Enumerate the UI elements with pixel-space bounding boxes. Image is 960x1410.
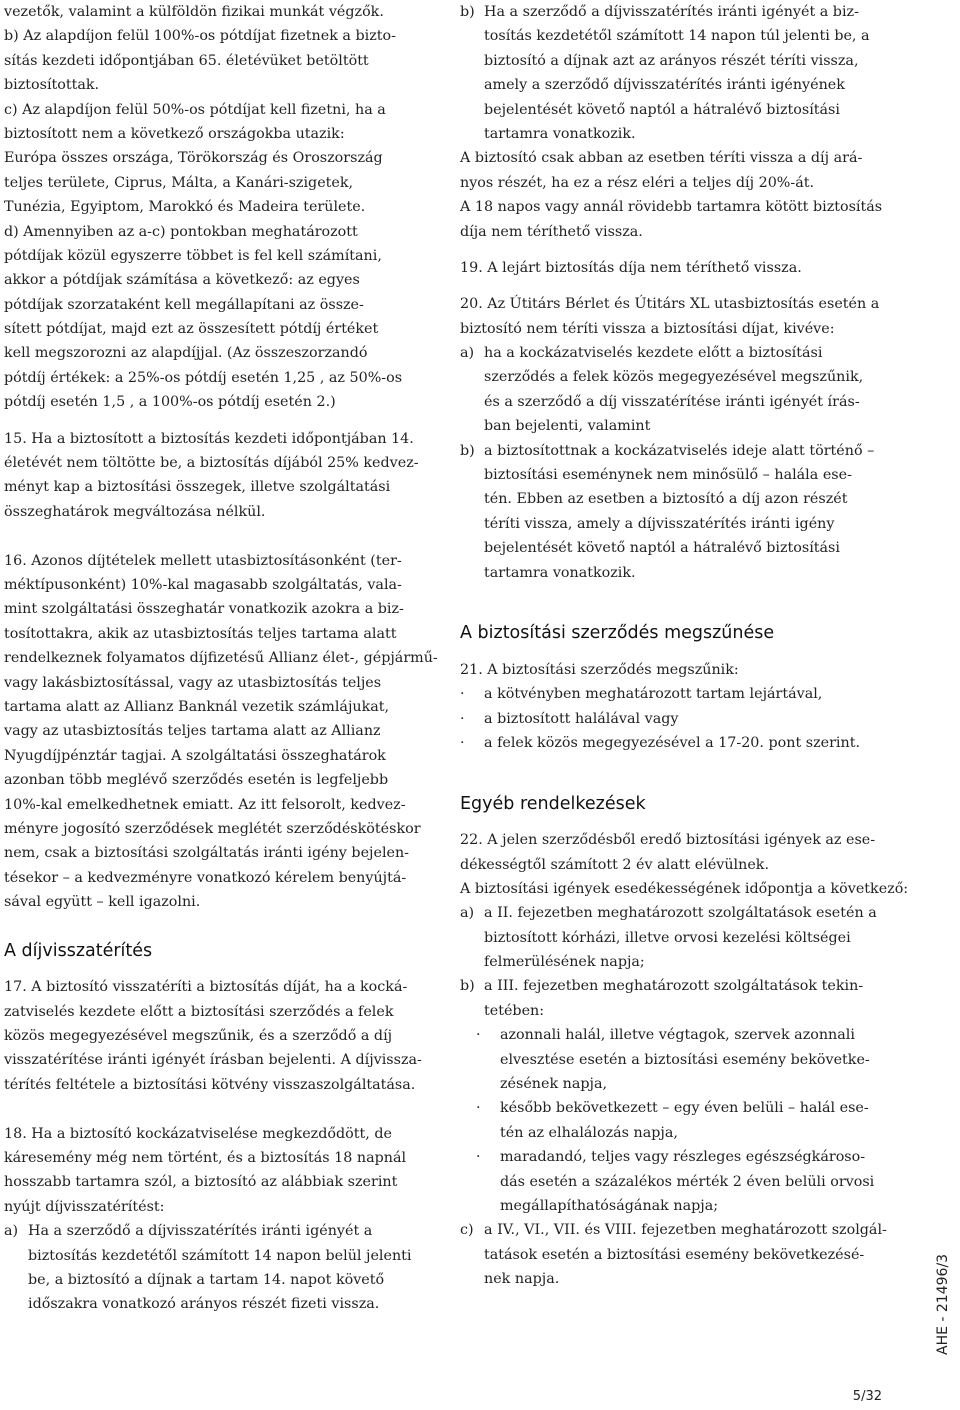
item-18b-line [460, 24, 890, 48]
spacer [4, 963, 428, 975]
list-text: bejelentését követő naptól a hátralévő biztosítási [484, 101, 840, 118]
list-text: biztosítási eseménynek nem minősülő – halála ese- [484, 467, 852, 484]
paragraph-16-line: mint szolgáltatási összeghatár vonatkozik azokra a biz- [4, 601, 404, 618]
item-22c-line [460, 1218, 890, 1242]
bullet-item [460, 707, 890, 731]
list-text: téríti vissza, amely a díjvisszatérítés iránti igény [484, 515, 835, 532]
paragraph-18-line: nyújt díjvisszatérítést: [4, 1198, 165, 1215]
spacer [460, 816, 890, 828]
list-text: amely a szerződő díjvisszatérítés iránti igényének [484, 77, 845, 94]
text-line: pótdíj esetén 1,5 , a 100%-os pótdíj esetén 2.) [4, 394, 336, 411]
list-text: a II. fejezetben meghatározott szolgáltatások esetén a [484, 905, 877, 922]
bullet-item [460, 1023, 890, 1047]
list-text: a IV., VI., VII. és VIII. fejezetben meghatározott szolgál- [484, 1222, 887, 1239]
paragraph-19: 19. A lejárt biztosítás díja nem téríthető vissza. [460, 259, 802, 276]
list-marker: a) [4, 1223, 19, 1240]
list-text: be, a biztosító a díjnak a tartam 14. napot követő [28, 1271, 385, 1288]
text-line: akkor a pótdíjak számítása a következő: az egyes [4, 272, 360, 289]
list-text: a III. fejezetben meghatározott szolgáltatások tekin- [484, 978, 864, 995]
item-18b-line [460, 0, 890, 24]
item-20a-line [460, 365, 890, 389]
list-text: biztosítás kezdetétől számított 14 napon belül jelenti [28, 1247, 412, 1264]
paragraph-16-line: nem, csak a biztosítási szolgáltatás iránti igény bejelen- [4, 845, 410, 862]
spacer [460, 280, 890, 292]
list-text: nek napja. [484, 1271, 560, 1288]
text-line: Tunézia, Egyiptom, Marokkó és Madeira területe. [4, 199, 366, 216]
paragraph-18-note: A 18 napos vagy annál rövidebb tartamra kötött biztosítás [460, 199, 883, 216]
list-marker: b) [460, 978, 475, 995]
list-text: tartamra vonatkozik. [484, 125, 636, 142]
right-column [460, 0, 909, 1292]
section-heading-other: Egyéb rendelkezések [460, 793, 646, 814]
paragraph-16-line: azonban több meglévő szerződés esetén is legfeljebb [4, 772, 389, 789]
list-text: ha a kockázatviselés kezdete előtt a biztosítási [484, 345, 823, 362]
text-line: b) Az alapdíjon felül 100%-os pótdíjat fizetnek a bizto- [4, 28, 396, 45]
paragraph-17-line: zatviselés kezdete előtt a biztosítási szerződés a felek [4, 1003, 394, 1020]
list-marker: b) [460, 442, 475, 459]
spacer [460, 755, 890, 779]
bullet-continuation: elvesztése esetén a biztosítási esemény bekövetke- [500, 1051, 870, 1068]
text-line: pótdíjak közül egyszerre többet is fel kell számítani, [4, 247, 382, 264]
paragraph-15-line: ményt kap a biztosítási összegek, illetve szolgáltatási [4, 479, 391, 496]
spacer [4, 524, 428, 548]
bullet-item [460, 1096, 890, 1120]
paragraph-18-note: díja nem téríthető vissza. [460, 223, 643, 240]
bullet-text: a felek közös megegyezésével a 17-20. pont szerint. [484, 734, 860, 751]
paragraph-16-line: ményre jogosító szerződések meglétét szerződéskötéskor [4, 820, 421, 837]
item-22c-line [460, 1267, 890, 1291]
paragraph-16-line: tosítottakra, akik az utasbiztosítás teljes tartama alatt [4, 625, 397, 642]
section-heading-refund: A díjvisszatérítés [4, 940, 153, 961]
left-column [4, 0, 438, 1317]
text-line: biztosítottak. [4, 77, 100, 94]
bullet-continuation: megállapíthatóságának napja; [500, 1197, 719, 1214]
item-18b-line [460, 73, 890, 97]
paragraph-16-line: rendelkeznek folyamatos díjfizetésű Allianz élet-, gépjármű- [4, 650, 438, 667]
bullet-icon: · [460, 686, 465, 703]
bullet-icon: · [476, 1100, 481, 1117]
paragraph-20-line: biztosító nem téríti vissza a biztosítási díjat, kivéve: [460, 320, 835, 337]
list-marker: a) [460, 905, 475, 922]
section-heading-termination: A biztosítási szerződés megszűnése [460, 623, 775, 644]
paragraph-18-note: A biztosító csak abban az esetben téríti vissza a díj ará- [460, 150, 863, 167]
paragraph-16-line: tartama alatt az Allianz Banknál vezetik számlájukat, [4, 698, 390, 715]
list-text: és a szerződő a díj visszatérítése iránti igényét írás- [484, 393, 860, 410]
paragraph-15-line: összeghatárok megváltozása nélkül. [4, 503, 266, 520]
paragraph-18-line: hosszabb tartamra szól, a biztosító az alábbiak szerint [4, 1174, 398, 1191]
list-text: tosítás kezdetétől számított 14 napon túl jelenti be, a [484, 28, 870, 45]
list-text: tartamra vonatkozik. [484, 564, 636, 581]
item-20b-line [460, 439, 890, 463]
item-22b-line [460, 974, 890, 998]
text-line: sített pótdíjat, majd ezt az összesített pótdíj értéket [4, 321, 379, 338]
text-line: biztosított nem a következő országokba utazik: [4, 125, 345, 142]
paragraph-17-line: 17. A biztosító visszatéríti a biztosítás díját, ha a kocká- [4, 979, 408, 996]
text-line: vezetők, valamint a külföldön fizikai munkát végzők. [4, 4, 384, 20]
document-code: AHE - 21496/3 [935, 1253, 951, 1355]
item-20b-line [460, 561, 890, 585]
paragraph-17-line: közös megegyezésével megszűnik, és a szerződő a díj [4, 1028, 393, 1045]
item-20b-line [460, 536, 890, 560]
list-text: Ha a szerződő a díjvisszatérítés iránti igényét a [28, 1223, 373, 1240]
spacer [460, 609, 890, 621]
text-line: d) Amennyiben az a-c) pontokban meghatározott [4, 223, 358, 240]
list-text: tatások esetén a biztosítási esemény bekövetkezésé- [484, 1246, 865, 1263]
text-line: c) Az alapdíjon felül 50%-os pótdíjat kell fizetni, ha a [4, 101, 386, 118]
item-20a-line [460, 414, 890, 438]
paragraph-22-line: dékességtől számított 2 év alatt elévülnek. [460, 856, 770, 873]
bullet-text: később bekövetkezett – egy éven belüli – halál ese- [500, 1100, 869, 1117]
paragraph-16-line: 10%-kal emelkedhetnek emiatt. Az itt felsorolt, kedvez- [4, 796, 406, 813]
paragraph-16-line: méktípusonként) 10%-kal magasabb szolgáltatás, vala- [4, 576, 402, 593]
item-18b-line [460, 122, 890, 146]
text-line: kell megszorozni az alapdíjjal. (Az összeszorzandó [4, 345, 368, 362]
text-line: Európa összes országa, Törökország és Oroszország [4, 150, 383, 167]
item-22a-line [460, 901, 890, 925]
item-20a-line [460, 341, 890, 365]
list-text: biztosított kórházi, illetve orvosi kezelési költségei [484, 929, 851, 946]
spacer [4, 914, 428, 938]
list-text: Ha a szerződő a díjvisszatérítés iránti igényét a biz- [484, 4, 859, 20]
bullet-icon: · [476, 1027, 481, 1044]
spacer [460, 244, 890, 256]
item-22c-line [460, 1243, 890, 1267]
bullet-text: a biztosított halálával vagy [484, 710, 679, 727]
bullet-text: a kötvényben meghatározott tartam lejártával, [484, 686, 823, 703]
bullet-continuation: zésének napja, [500, 1076, 608, 1093]
list-marker: b) [460, 4, 475, 20]
paragraph-21-intro: 21. A biztosítási szerződés megszűnik: [460, 661, 739, 678]
paragraph-15-line: életévét nem töltötte be, a biztosítás díjából 25% kedvez- [4, 455, 419, 472]
item-18a-line [4, 1219, 428, 1243]
text-line: pótdíj értékek: a 25%-os pótdíj esetén 1,25 , az 50%-os [4, 369, 403, 386]
spacer [460, 585, 890, 609]
paragraph-15-line: 15. Ha a biztosított a biztosítás kezdeti időpontjában 14. [4, 430, 414, 447]
list-text: szerződés a felek közös megegyezésével megszűnik, [484, 369, 864, 386]
bullet-icon: · [476, 1149, 481, 1166]
paragraph-18-line: káresemény még nem történt, és a biztosítás 18 napnál [4, 1149, 407, 1166]
spacer [4, 1097, 428, 1121]
item-18b-line [460, 49, 890, 73]
page-number: 5/32 [852, 1389, 882, 1404]
bullet-text: azonnali halál, illetve végtagok, szervek azonnali [500, 1027, 855, 1044]
item-20b-line [460, 463, 890, 487]
item-20a-line [460, 390, 890, 414]
bullet-text: maradandó, teljes vagy részleges egészségkároso- [500, 1149, 866, 1166]
paragraph-16-line: vagy az utasbiztosítás teljes tartama alatt az Allianz [4, 723, 381, 740]
paragraph-18-line: 18. Ha a biztosító kockázatviselése megkezdődött, de [4, 1125, 392, 1142]
bullet-icon: · [460, 710, 465, 727]
paragraph-16-line: 16. Azonos díjtételek mellett utasbiztosításonként (ter- [4, 552, 402, 569]
bullet-icon: · [460, 734, 465, 751]
text-line: sítás kezdeti időpontjában 65. életévüket betöltött [4, 52, 369, 69]
list-marker: a) [460, 345, 475, 362]
list-text: a biztosítottnak a kockázatviselés ideje alatt történő – [484, 442, 875, 459]
item-18a-line [4, 1244, 428, 1268]
item-20b-line [460, 512, 890, 536]
bullet-item [460, 1145, 890, 1169]
list-text: ban bejelenti, valamint [484, 418, 651, 435]
paragraph-20-line: 20. Az Útitárs Bérlet és Útitárs XL utasbiztosítás esetén a [460, 296, 880, 313]
bullet-continuation: tén az elhalálozás napja, [500, 1124, 678, 1141]
spacer [460, 646, 890, 658]
list-text: felmerülésének napja; [484, 954, 645, 971]
paragraph-22-line: A biztosítási igények esedékességének időpontja a következő: [460, 880, 909, 897]
item-22a-line [460, 950, 890, 974]
list-text: időszakra vonatkozó arányos részét fizeti vissza. [28, 1296, 380, 1313]
list-text: biztosító a díjnak azt az arányos részét téríti vissza, [484, 52, 859, 69]
paragraph-16-line: tésekor – a kedvezményre vonatkozó kérelem benyújtá- [4, 869, 407, 886]
item-20b-line [460, 487, 890, 511]
list-marker: c) [460, 1222, 474, 1239]
spacer [4, 415, 428, 427]
item-22b-line [460, 999, 890, 1023]
list-text: tén. Ebben az esetben a biztosító a díj azon részét [484, 491, 848, 508]
bullet-item [460, 731, 890, 755]
paragraph-18-note: nyos részét, ha ez a rész eléri a teljes díj 20%-át. [460, 174, 815, 191]
item-22a-line [460, 926, 890, 950]
paragraph-16-line: sával együtt – kell igazolni. [4, 894, 201, 911]
list-text: bejelentését követő naptól a hátralévő biztosítási [484, 540, 840, 557]
spacer [460, 780, 890, 792]
item-18b-line [460, 98, 890, 122]
paragraph-17-line: visszatérítése iránti igényét írásban bejelenti. A díjvissza- [4, 1052, 422, 1069]
paragraph-16-line: vagy lakásbiztosítással, vagy az utasbiztosítás teljes [4, 674, 382, 691]
text-line: teljes területe, Ciprus, Málta, a Kanári-szigetek, [4, 174, 354, 191]
bullet-item [460, 682, 890, 706]
paragraph-17-line: térítés feltétele a biztosítási kötvény visszaszolgáltatása. [4, 1076, 416, 1093]
item-18a-line [4, 1292, 428, 1316]
paragraph-16-line: Nyugdíjpénztár tagjai. A szolgáltatási összeghatárok [4, 747, 386, 764]
item-18a-line [4, 1268, 428, 1292]
list-text: tetében: [484, 1002, 545, 1019]
bullet-continuation: dás esetén a százalékos mérték 2 éven belüli orvosi [500, 1173, 875, 1190]
paragraph-22-line: 22. A jelen szerződésből eredő biztosítási igények az ese- [460, 832, 876, 849]
text-line: pótdíjak szorzataként kell megállapítani az össze- [4, 296, 364, 313]
